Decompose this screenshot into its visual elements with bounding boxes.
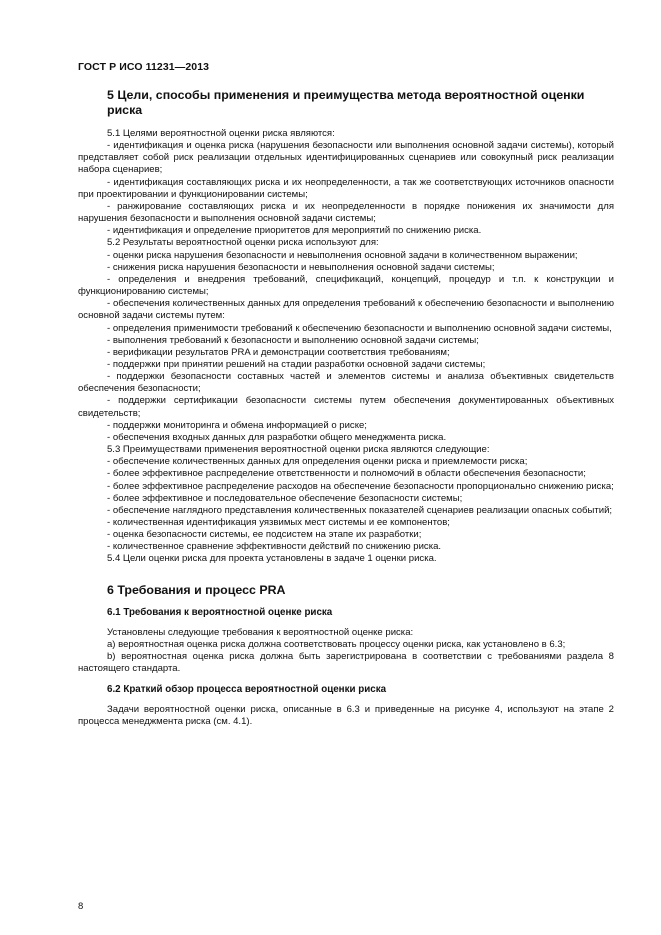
paragraph: - обеспечения количественных данных для определения требований к обеспечению безопасности и выполнению основной задачи системы путем: [78, 298, 614, 322]
paragraph: - более эффективное и последовательное обеспечение безопасности системы; [107, 492, 463, 504]
subsection-6-1-body [78, 627, 614, 676]
paragraph: - ранжирование составляющих риска и их неопределенности в порядке понижения их значимости для нарушения безопасности и выполнения основной задачи системы; [78, 200, 614, 225]
document-header: ГОСТ Р ИСО 11231—2013 [78, 61, 210, 73]
page-number: 8 [78, 901, 84, 912]
document-body [78, 88, 614, 729]
paragraph: 5.4 Цели оценки риска для проекта установлены в задаче 1 оценки риска. [107, 553, 437, 565]
section-5-body [78, 128, 614, 566]
paragraph: - количественное сравнение эффективности действий по снижению риска. [107, 541, 442, 553]
paragraph: a) вероятностная оценка риска должна соответствовать процессу оценки риска, как установлено в 6.3; [107, 638, 566, 650]
paragraph: - поддержки при принятии решений на стадии разработки основной задачи системы; [107, 358, 486, 370]
paragraph: - выполнения требований к безопасности и выполнению основной задачи системы; [107, 334, 479, 346]
paragraph: 5.1 Целями вероятностной оценки риска являются: [107, 128, 335, 139]
paragraph: - обеспечение наглядного представления количественных показателей сценариев реализации опасных событий; [107, 504, 613, 516]
paragraph: 5.3 Преимуществами применения вероятностной оценки риска являются следующие: [107, 444, 490, 456]
subsection-6-1-title: 6.1 Требования к вероятностной оценке риска [107, 606, 333, 618]
paragraph: - поддержки сертификации безопасности системы путем обеспечения документированных объективных свидетельств; [78, 395, 614, 419]
paragraph: - идентификация и оценка риска (нарушения безопасности или выполнения основной задачи системы), который представляет собой риск реализации отдельных идентифицированных сценариев или совокупный риск реализации набора сценариев; [78, 140, 614, 176]
subsection-6-2-body [78, 704, 614, 728]
section-5-title: 5 Цели, способы применения и преимущества метода вероятностной оценки риска [107, 88, 585, 117]
paragraph: - идентификация составляющих риска и их неопределенности, а так же соответствующих источников опасности при проектировании и функционировании системы; [78, 176, 614, 200]
subsection-6-2-title: 6.2 Краткий обзор процесса вероятностной оценки риска [107, 684, 387, 696]
paragraph: - более эффективное распределение расходов на обеспечение безопасности пропорционально снижению риска; [107, 480, 614, 492]
paragraph: - снижения риска нарушения безопасности и невыполнения основной задачи системы; [107, 261, 495, 273]
paragraph: - определения и внедрения требований, спецификаций, концепций, процедур и т.п. к конструкции и функционированию системы; [78, 273, 614, 298]
paragraph: - обеспечение количественных данных для определения оценки риска и приемлемости риска; [107, 456, 528, 468]
paragraph: Установлены следующие требования к вероятностной оценке риска: [107, 626, 414, 638]
paragraph: - обеспечения входных данных для разработки общего менеджмента риска. [107, 431, 447, 443]
paragraph: - поддержки безопасности составных частей и элементов системы и анализа объективных свидетельств обеспечения безопасности; [78, 371, 614, 395]
paragraph: - идентификация и определение приоритетов для мероприятий по снижению риска. [107, 225, 482, 237]
paragraph: - верификации результатов PRA и демонстрации соответствия требованиям; [107, 346, 450, 358]
paragraph: 5.2 Результаты вероятностной оценки риска используют для: [107, 237, 379, 249]
paragraph: - более эффективное распределение ответственности и полномочий в области обеспечения безопасности; [107, 468, 586, 480]
paragraph: - оценка безопасности системы, ее подсистем на этапе их разработки; [107, 529, 422, 541]
paragraph: - количественная идентификация уязвимых мест системы и ее компонентов; [107, 517, 450, 528]
paragraph: - поддержки мониторинга и обмена информацией о риске; [107, 419, 367, 431]
paragraph: Задачи вероятностной оценки риска, описанные в 6.3 и приведенные на рисунке 4, используют на этапе 2 процесса менеджмента риска (см. 4.1). [78, 704, 614, 728]
section-6-title: 6 Требования и процесс PRA [107, 582, 286, 597]
paragraph: - оценки риска нарушения безопасности и невыполнения основной задачи в количественном выражении; [107, 249, 578, 261]
paragraph: - определения применимости требований к обеспечению безопасности и выполнению основной задачи системы, [107, 322, 612, 334]
paragraph: b) вероятностная оценка риска должна быть зарегистрирована в соответствии с требованиями раздела 8 настоящего стандарта. [78, 650, 614, 675]
